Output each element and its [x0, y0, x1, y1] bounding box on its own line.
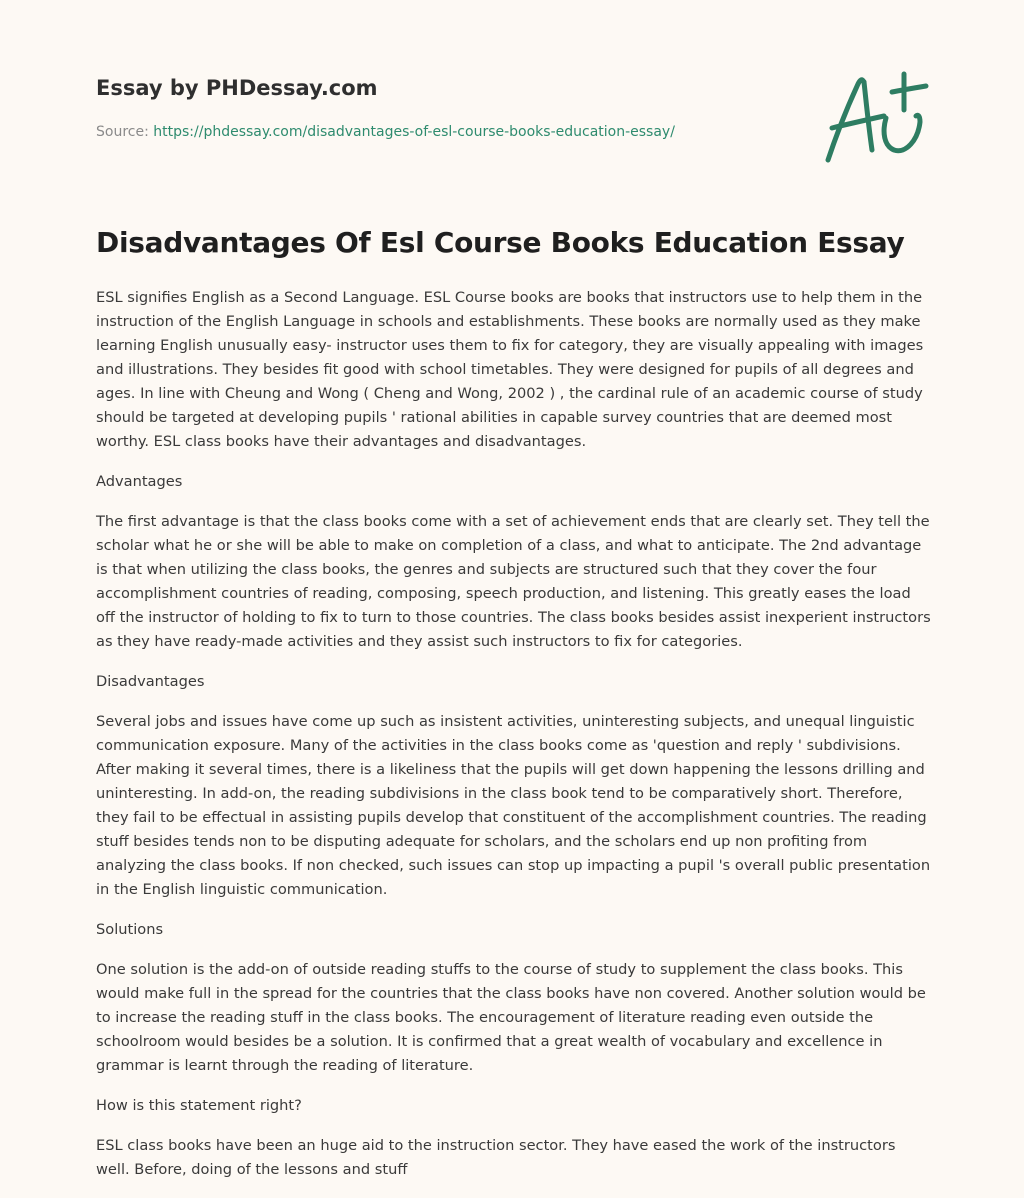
source-label: Source: [96, 124, 154, 140]
essay-body [96, 286, 932, 1198]
paragraph-conclusion: ESL class books have been an huge aid to the instruction sector. They have eased the work of the instructors well. Before, doing of the lessons and stuff [96, 1137, 896, 1178]
source-line [96, 124, 675, 140]
section-heading-disadvantages: Disadvantages [96, 673, 205, 690]
paragraph-solutions: One solution is the add-on of outside reading stuffs to the course of study to supplement the class books. This would make full in the spread for the countries that the class books have non covered. Another solution would be to increase the reading stuff in the class books. The encouragement of literature reading even outside the schoolroom would besides be a solution. It is confirmed that a great wealth of vocabulary and excellence in grammar is learnt through the reading of literature. [96, 961, 926, 1074]
section-heading-advantages: Advantages [96, 473, 183, 490]
site-brand: Essay by PHDessay.com [96, 76, 378, 100]
essay-title: Disadvantages Of Esl Course Books Education Essay [96, 226, 905, 259]
section-heading-question: How is this statement right? [96, 1097, 302, 1114]
paragraph-disadvantages: Several jobs and issues have come up such as insistent activities, uninteresting subjects, and unequal linguistic communication exposure. Many of the activities in the class books come as 'question and reply ' subdivisions. After making it several times, there is a likeliness that the pupils will get down happening the lessons drilling and uninteresting. In add-on, the reading subdivisions in the class book tend to be comparatively short. Therefore, they fail to be effectual in assisting pupils develop that constituent of the accomplishment countries. The reading stuff besides tends non to be disputing adequate for scholars, and the scholars end up non profiting from analyzing the class books. If non checked, such issues can stop up impacting a pupil 's overall public presentation in the English linguistic communication. [96, 713, 931, 898]
paragraph-intro: ESL signifies English as a Second Language. ESL Course books are books that instructors use to help them in the instruction of the English Language in schools and establishments. These books are normally used as they make learning English unusually easy- instructor uses them to fix for category, they are visually appealing with images and illustrations. They besides fit good with school timetables. They were designed for pupils of all degrees and ages. In line with Cheung and Wong ( Cheng and Wong, 2002 ) , the cardinal rule of an academic course of study should be targeted at developing pupils ' rational abilities in capable survey countries that are deemed most worthy. ESL class books have their advantages and disadvantages. [96, 289, 924, 450]
paragraph-advantages: The first advantage is that the class books come with a set of achievement ends that are clearly set. They tell the scholar what he or she will be able to make on completion of a class, and what to anticipate. The 2nd advantage is that when utilizing the class books, the genres and subjects are structured such that they cover the four accomplishment countries of reading, composing, speech production, and listening. This greatly eases the load off the instructor of holding to fix to turn to those countries. The class books besides assist inexperient instructors as they have ready-made activities and they assist such instructors to fix for categories. [96, 513, 931, 650]
a-plus-logo-icon [822, 66, 932, 166]
source-link[interactable]: https://phdessay.com/disadvantages-of-esl-course-books-education-essay/ [153, 124, 675, 140]
section-heading-solutions: Solutions [96, 921, 164, 938]
